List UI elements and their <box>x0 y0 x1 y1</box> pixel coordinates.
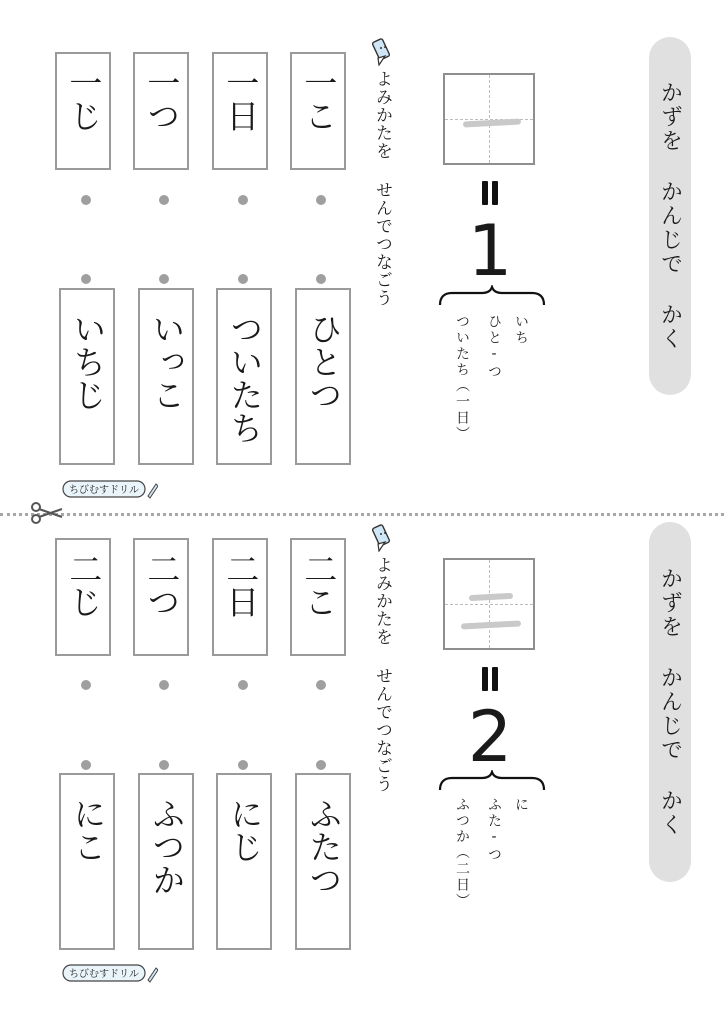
reading-on: いち <box>513 314 529 346</box>
svg-text:ちびむすドリル: ちびむすドリル <box>69 485 139 496</box>
section-title-pill <box>649 37 691 395</box>
match-dot[interactable] <box>81 760 91 770</box>
scissors-icon <box>30 502 64 524</box>
reading-card: にこ <box>59 773 115 950</box>
match-dot[interactable] <box>159 274 169 284</box>
kanji-card: 二こ <box>290 538 346 656</box>
kanji-card: 二じ <box>55 538 111 656</box>
pencil-icon <box>371 36 395 66</box>
match-dot[interactable] <box>316 680 326 690</box>
arabic-numeral: 1 <box>467 210 513 292</box>
brace-icon <box>438 285 546 307</box>
brace-icon <box>438 770 546 792</box>
section-title: かずを かんじで かく <box>657 567 683 837</box>
match-dot[interactable] <box>81 680 91 690</box>
pencil-icon <box>371 522 395 552</box>
match-dot[interactable] <box>81 274 91 284</box>
equals-sign-icon <box>478 181 502 205</box>
reading-card: ふたつ <box>295 773 351 950</box>
brand-logo <box>62 962 158 984</box>
reading-kun: ふた-つ <box>486 797 502 863</box>
arabic-numeral: 2 <box>467 696 513 778</box>
reading-card: ひとつ <box>295 288 351 465</box>
reading-kun: ひと-つ <box>486 314 502 380</box>
match-dot[interactable] <box>316 195 326 205</box>
kanji-card: 一こ <box>290 52 346 170</box>
kanji-tracing-box <box>443 558 535 650</box>
match-dot[interactable] <box>238 195 248 205</box>
kanji-tracing-box <box>443 73 535 165</box>
cut-line <box>0 513 724 516</box>
kanji-card: 一じ <box>55 52 111 170</box>
instruction-text: よみかたを せんでつなごう <box>372 70 392 307</box>
reading-on: に <box>513 797 529 813</box>
kanji-card: 一日 <box>212 52 268 170</box>
match-dot[interactable] <box>159 195 169 205</box>
section-title-pill <box>649 522 691 882</box>
kanji-card: 二日 <box>212 538 268 656</box>
reading-card: ふつか <box>138 773 194 950</box>
match-dot[interactable] <box>81 195 91 205</box>
kanji-trace-stroke <box>469 593 513 601</box>
svg-text:ちびむすドリル: ちびむすドリル <box>69 969 139 980</box>
kanji-card: 一つ <box>133 52 189 170</box>
kanji-trace-stroke <box>461 620 521 629</box>
reading-special: ついたち（一日） <box>454 314 470 442</box>
equals-sign-icon <box>478 667 502 691</box>
brand-logo <box>62 478 158 500</box>
match-dot[interactable] <box>316 274 326 284</box>
reading-card: いちじ <box>59 288 115 465</box>
match-dot[interactable] <box>159 680 169 690</box>
section-title: かずを かんじで かく <box>657 81 683 351</box>
reading-card: ついたち <box>216 288 272 465</box>
match-dot[interactable] <box>159 760 169 770</box>
instruction-text: よみかたを せんでつなごう <box>372 556 392 793</box>
kanji-card: 二つ <box>133 538 189 656</box>
match-dot[interactable] <box>238 274 248 284</box>
reading-special: ふつか（二日） <box>454 797 470 909</box>
match-dot[interactable] <box>238 760 248 770</box>
reading-card: にじ <box>216 773 272 950</box>
match-dot[interactable] <box>316 760 326 770</box>
reading-card: いっこ <box>138 288 194 465</box>
match-dot[interactable] <box>238 680 248 690</box>
